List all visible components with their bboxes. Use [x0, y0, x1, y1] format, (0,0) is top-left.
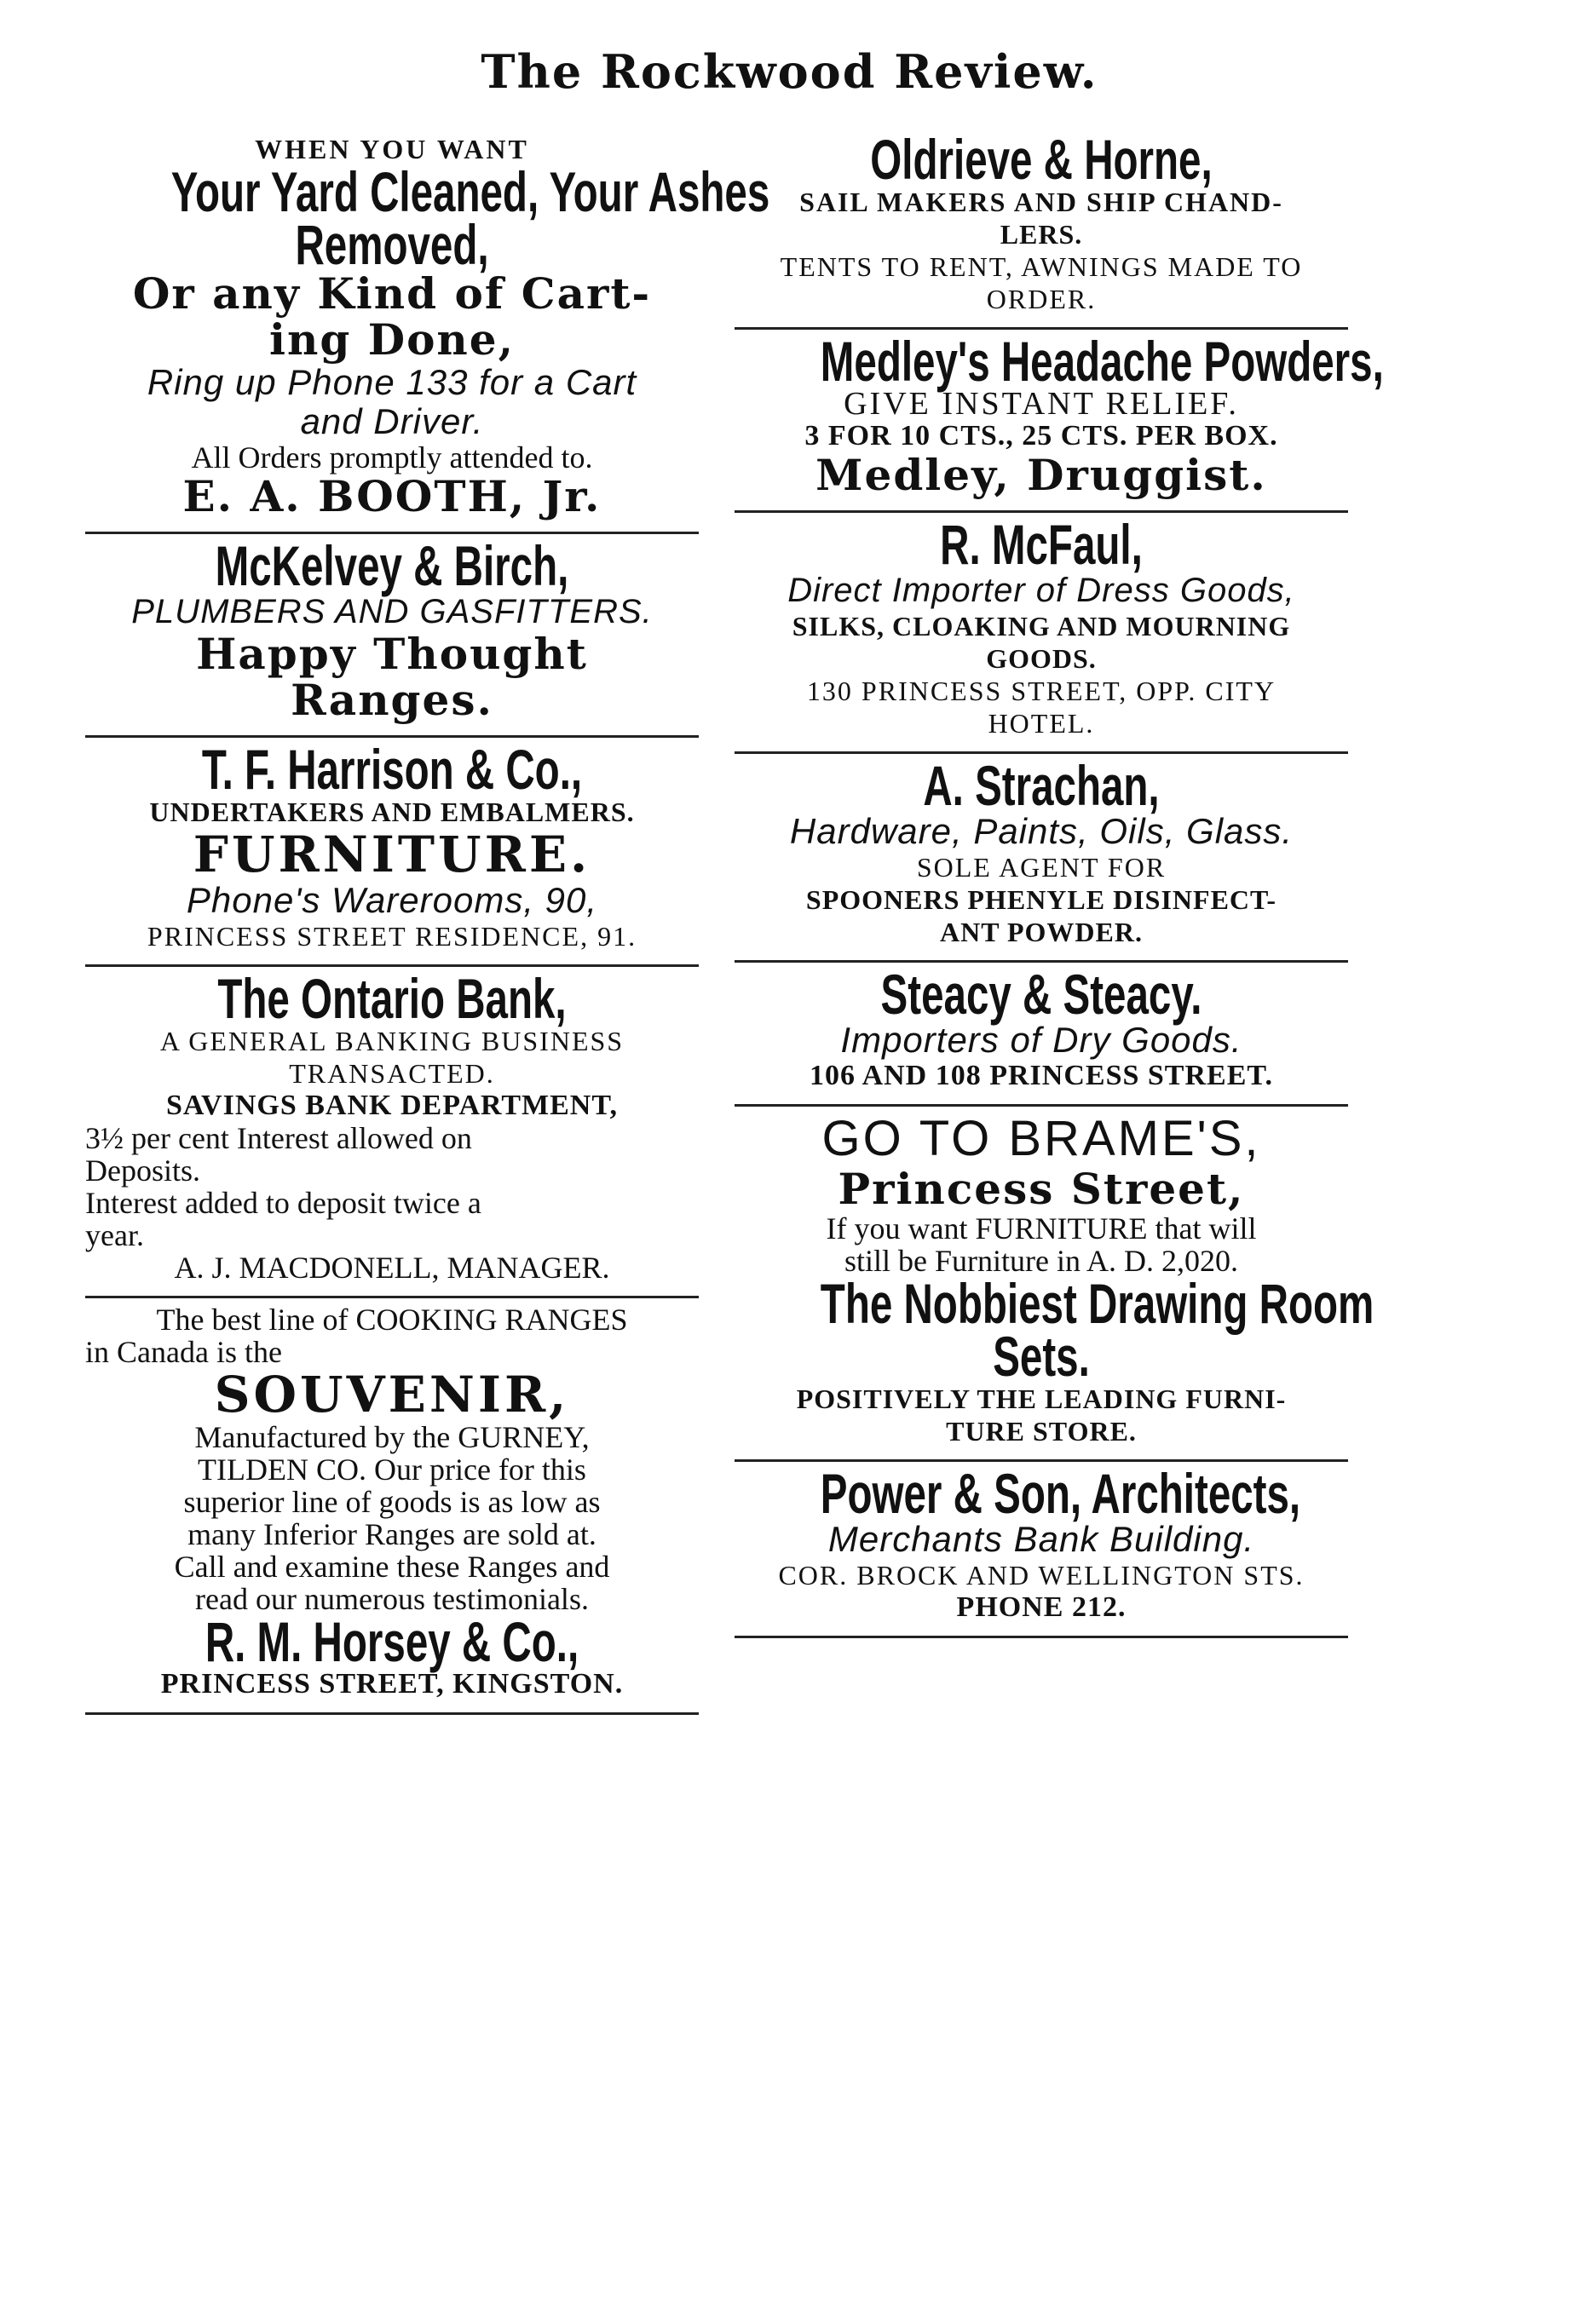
ad-line: year. — [85, 1218, 144, 1252]
ad-line: Phone's Warerooms, 90, — [186, 880, 598, 920]
ad-line: 130 PRINCESS STREET, OPP. CITY — [806, 676, 1276, 706]
ad-mckelvey — [85, 534, 699, 738]
ad-line: Or any Kind of Cart- — [132, 268, 652, 319]
ad-line: LERS. — [1000, 219, 1083, 250]
ad-line: Interest added to deposit twice a — [85, 1186, 481, 1220]
ad-booth — [85, 128, 770, 534]
ad-line: 3 FOR 10 CTS., 25 CTS. PER BOX. — [804, 420, 1278, 452]
ad-line: SOUVENIR, — [214, 1366, 570, 1424]
ad-line: SAIL MAKERS AND SHIP CHAND- — [799, 187, 1283, 217]
ad-line: GOODS. — [986, 643, 1097, 674]
ad-line: The Ontario Bank, — [217, 967, 567, 1030]
ad-line: E. A. BOOTH, Jr. — [182, 471, 602, 521]
ad-line: R. M. Horsey & Co., — [205, 1610, 579, 1673]
ad-medley — [735, 330, 1384, 513]
ad-line: Medley's Headache Powders, — [820, 330, 1384, 393]
ad-line: and Driver. — [300, 401, 484, 441]
ad-line: ing Done, — [269, 314, 515, 365]
ad-line: The Nobbiest Drawing Room — [820, 1272, 1374, 1335]
ad-line: GIVE INSTANT RELIEF. — [844, 386, 1239, 422]
right-column — [735, 128, 1384, 1638]
ad-line: POSITIVELY THE LEADING FURNI- — [796, 1383, 1287, 1414]
ad-line: SILKS, CLOAKING AND MOURNING — [792, 611, 1291, 641]
ad-line: Removed, — [295, 213, 489, 276]
ad-line: Oldrieve & Horne, — [870, 128, 1213, 191]
ad-line: UNDERTAKERS AND EMBALMERS. — [149, 797, 635, 827]
ad-strachan — [735, 754, 1348, 963]
masthead: The Rockwood Review. — [481, 44, 1098, 99]
ad-line: FURNITURE. — [193, 825, 591, 883]
ad-line: 106 AND 108 PRINCESS STREET. — [809, 1060, 1274, 1091]
ad-line: PLUMBERS AND GASFITTERS. — [131, 593, 653, 630]
ad-line: Hardware, Paints, Oils, Glass. — [789, 811, 1294, 851]
ad-line: A. Strachan, — [923, 754, 1160, 817]
ad-line: GO TO BRAME'S, — [821, 1111, 1261, 1166]
ad-line: SOLE AGENT FOR — [916, 852, 1167, 883]
ad-power — [735, 1462, 1348, 1638]
ad-line: WHEN YOU WANT — [255, 134, 529, 164]
ad-line: TURE STORE. — [946, 1416, 1137, 1447]
ad-line: Power & Son, Architects, — [820, 1462, 1301, 1525]
ad-line: Direct Importer of Dress Goods, — [787, 572, 1295, 609]
ad-line: HOTEL. — [988, 708, 1095, 739]
ad-oldrieve — [735, 128, 1348, 330]
ad-mcfaul — [735, 513, 1348, 754]
ad-line: McKelvey & Birch, — [215, 534, 569, 597]
ad-line: Medley, Druggist. — [815, 450, 1267, 500]
ad-horsey — [85, 1298, 699, 1715]
ad-line: Merchants Bank Building. — [827, 1519, 1255, 1559]
ad-line: Princess Street, — [838, 1164, 1245, 1214]
ad-line: PHONE 212. — [956, 1591, 1127, 1623]
ad-line: Call and examine these Ranges and — [174, 1550, 610, 1584]
ad-line: in Canada is the — [85, 1335, 282, 1369]
ad-line: PRINCESS STREET, KINGSTON. — [160, 1668, 624, 1700]
ad-line: If you want FURNITURE that will — [826, 1211, 1257, 1245]
ad-line: Deposits. — [85, 1153, 200, 1188]
ad-line: Happy Thought — [196, 629, 588, 679]
ad-line: A. J. MACDONELL, MANAGER. — [174, 1251, 610, 1285]
ad-line: All Orders promptly attended to. — [191, 440, 593, 475]
ad-line: Sets. — [993, 1325, 1090, 1388]
ad-line: still be Furniture in A. D. 2,020. — [844, 1244, 1238, 1278]
ad-line: SAVINGS BANK DEPARTMENT, — [165, 1090, 619, 1121]
ad-line: superior line of goods is as low as — [183, 1485, 601, 1519]
ad-line: PRINCESS STREET RESIDENCE, 91. — [147, 921, 637, 952]
left-column — [85, 128, 770, 1715]
ad-line: T. F. Harrison & Co., — [201, 738, 583, 801]
ad-line: TENTS TO RENT, AWNINGS MADE TO — [780, 251, 1303, 282]
ad-harrison — [85, 738, 699, 967]
ad-line: Importers of Dry Goods. — [840, 1020, 1242, 1060]
ad-line: 3½ per cent Interest allowed on — [85, 1121, 472, 1155]
ad-line: Manufactured by the GURNEY, — [194, 1420, 590, 1454]
ad-line: COR. BROCK AND WELLINGTON STS. — [778, 1560, 1305, 1591]
ad-line: many Inferior Ranges are sold at. — [187, 1517, 596, 1551]
ad-line: TILDEN CO. Our price for this — [198, 1452, 586, 1487]
ad-line: TRANSACTED. — [289, 1058, 495, 1089]
ad-brame — [735, 1107, 1374, 1462]
ad-line: A GENERAL BANKING BUSINESS — [159, 1026, 625, 1056]
ad-line: ORDER. — [986, 284, 1097, 314]
ad-line: Ranges. — [291, 675, 493, 725]
ad-steacy — [735, 963, 1348, 1107]
ad-line: read our numerous testimonials. — [195, 1582, 589, 1616]
ad-line: ANT POWDER. — [940, 917, 1143, 947]
ad-line: SPOONERS PHENYLE DISINFECT- — [805, 884, 1277, 915]
ad-ontario-bank — [85, 967, 699, 1298]
ad-line: Your Yard Cleaned, Your Ashes — [170, 160, 770, 223]
ad-line: Ring up Phone 133 for a Cart — [147, 362, 637, 402]
ad-line: Steacy & Steacy. — [880, 963, 1202, 1026]
ad-line: The best line of COOKING RANGES — [156, 1303, 628, 1337]
ad-line: R. McFaul, — [940, 513, 1143, 576]
